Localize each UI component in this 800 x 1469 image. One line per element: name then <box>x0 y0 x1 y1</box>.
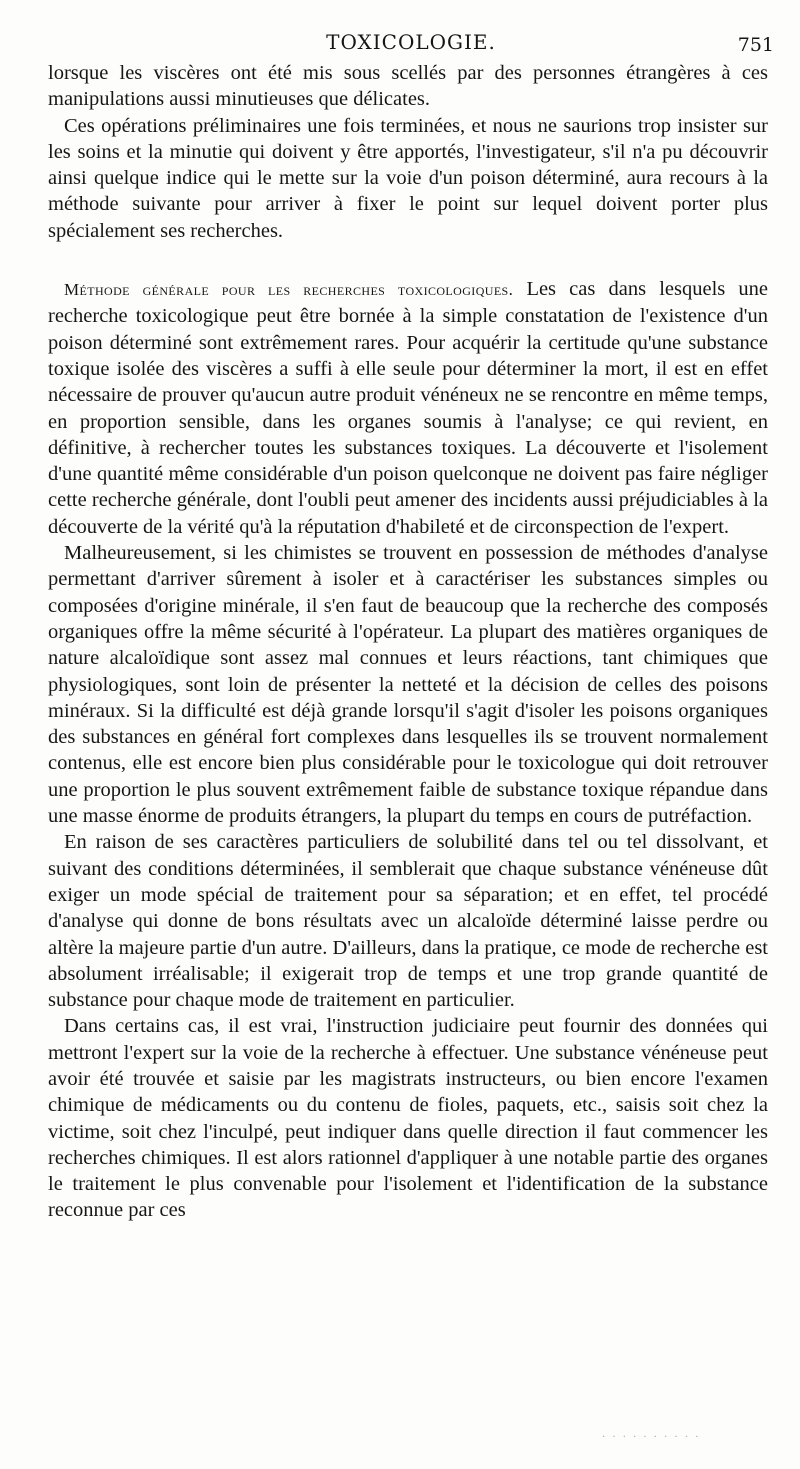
paragraph-judicial-instruction: Dans certains cas, il est vrai, l'instruction judiciaire peut fournir des données qui mettront l'expert sur la voie de la recherche à effectuer. Une substance vénéneuse peut avoir été trouvée et saisie par les magistrats instructeurs, ou bien encore l'examen chimique de médicaments ou du contenu de fioles, paquets, etc., saisis soit chez la victime, soit chez l'inculpé, peut indiquer dans quelle direction il faut commencer les recherches chimiques. Il est alors rationnel d'appliquer à une notable partie des organes le traitement le plus convenable pour l'isolement et l'identification de la substance reconnue par ces <box>48 1015 768 1222</box>
paragraph-solubility: En raison de ses caractères particuliers de solubilité dans tel ou tel dissolvant, et suivant des conditions déterminées, il semblerait que chaque substance vénéneuse dût exiger un mode spécial de traitement pour sa séparation; et en effet, tel procédé d'analyse qui donne de bons résultats avec un alcaloïde déterminé laisse perdre ou altère la majeure partie d'un autre. D'ailleurs, dans la pratique, ce mode de recherche est absolument irréalisable; il exigerait trop de temps et une trop grande quantité de substance pour chaque mode de traitement en particulier. <box>48 831 768 1012</box>
page-header <box>48 30 774 58</box>
paragraph-general-method-text: Les cas dans lesquels une recherche toxicologique peut être bornée à la simple constatation de l'existence d'un poison déterminé sont extrêmement rares. Pour acquérir la certitude qu'une substance toxique isolée des viscères a suffi à elle seule pour déterminer la mort, il est en effet nécessaire de prouver qu'aucun autre produit vénéneux ne se rencontre en même temps, en proportion sensible, dans les organes soumis à l'analyse; ce qui revient, en définitive, à rechercher toutes les substances toxiques. La découverte et l'isolement d'une quantité même considérable d'un poison quelconque ne doivent pas faire négliger cette recherche générale, dont l'oubli peut amener des incidents aussi préjudiciables à la découverte de la vérité qu'à la réputation d'habileté et de circonspection de l'expert. <box>48 278 769 538</box>
paragraph-general-method <box>48 276 768 540</box>
running-title: TOXICOLOGIE. <box>326 30 496 54</box>
footer-catchword: · · · · · · · · · · <box>602 1432 701 1443</box>
page-body <box>48 60 768 1224</box>
paragraph-preliminary-operations: Ces opérations préliminaires une fois terminées, et nous ne saurions trop insister sur les soins et la minutie qui doivent y être apportés, l'investigateur, s'il n'a pu découvrir ainsi quelque indice qui le mette sur la voie d'un poison déterminé, aura recours à la méthode suivante pour arriver à fixer le point sur lequel doivent porter plus spécialement ses recherches. <box>48 114 768 242</box>
page-number: 751 <box>737 34 774 56</box>
paragraph-continuation: lorsque les viscères ont été mis sous scellés par des personnes étrangères à ces manipulations aussi minutieuses que délicates. <box>48 62 768 111</box>
section-heading: Méthode générale pour les recherches toxicologiques. <box>64 280 514 300</box>
paragraph-organic-poisons: Malheureusement, si les chimistes se trouvent en possession de méthodes d'analyse permettant d'arriver sûrement à isoler et à caractériser les substances simples ou composées d'origine minérale, il s'en faut de beaucoup que la recherche des composés organiques offre la même sécurité à l'opérateur. La plupart des matières organiques de nature alcaloïdique sont assez mal connues et leurs réactions, tant chimiques que physiologiques, sont loin de présenter la netteté et la décision de celles des poisons minéraux. Si la difficulté est déjà grande lorsqu'il s'agit d'isoler les poisons organiques des substances en général fort complexes dans lesquelles ils se trouvent normalement contenus, elle est encore bien plus considérable pour le toxicologue qui doit retrouver une proportion le plus souvent extrêmement faible de substance toxique répandue dans une masse énorme de produits étrangers, la plupart du temps en cours de putréfaction. <box>48 542 768 828</box>
section-gap <box>48 244 768 276</box>
